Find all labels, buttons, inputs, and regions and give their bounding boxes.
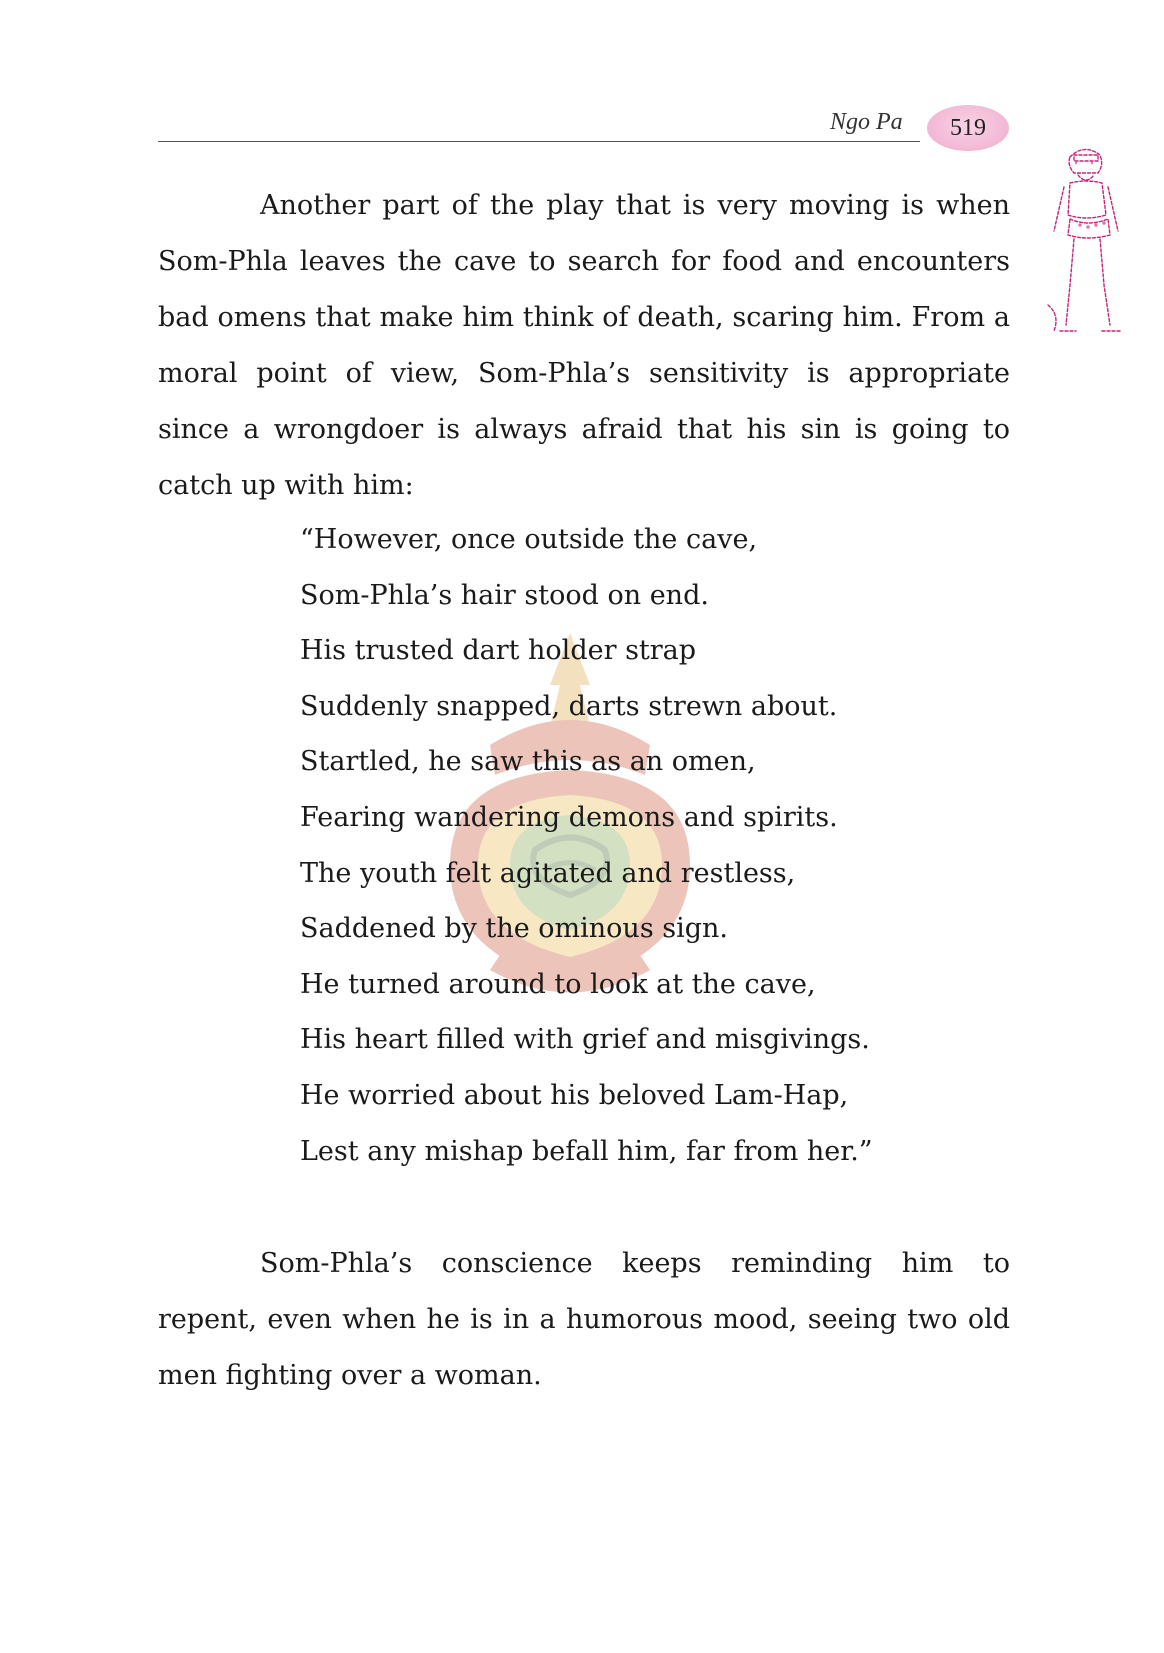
running-title: Ngo Pa bbox=[830, 109, 903, 135]
body-paragraph-2: Som-Phla’s conscience keeps reminding him to repent, even when he is in a humorous mood, seeing two old men fighting over a woman. bbox=[158, 1248, 1010, 1391]
verse-line: He turned around to look at the cave, bbox=[300, 968, 816, 1000]
verse-line: Suddenly snapped, darts strewn about. bbox=[300, 690, 838, 722]
figure-sketch-icon bbox=[1040, 135, 1130, 345]
verse-line: The youth felt agitated and restless, bbox=[300, 857, 796, 889]
verse-line: Som-Phla’s hair stood on end. bbox=[300, 579, 709, 611]
body-paragraph-1: Another part of the play that is very moving is when Som-Phla leaves the cave to search for food and encounters bad omens that make him think of death, scaring him. From a moral point of view, Som-Phla’s sensitivity is appropriate since a wrongdoer is always afraid that his sin is going to catch up with him: bbox=[158, 190, 1010, 501]
verse-line: Startled, he saw this as an omen, bbox=[300, 746, 756, 778]
verse-line: “However, once outside the cave, bbox=[300, 524, 758, 555]
verse-line: His heart filled with grief and misgivings. bbox=[300, 1024, 870, 1056]
page-number-badge: 519 bbox=[927, 105, 1009, 151]
verse-line: His trusted dart holder strap bbox=[300, 635, 697, 667]
verse-line: Saddened by the ominous sign. bbox=[300, 913, 729, 945]
verse-line: He worried about his beloved Lam-Hap, bbox=[300, 1079, 849, 1111]
verse-block bbox=[300, 512, 873, 1179]
verse-line: Lest any mishap befall him, far from her.” bbox=[300, 1135, 873, 1167]
verse-line: Fearing wandering demons and spirits. bbox=[300, 801, 838, 833]
header-rule bbox=[158, 141, 920, 142]
